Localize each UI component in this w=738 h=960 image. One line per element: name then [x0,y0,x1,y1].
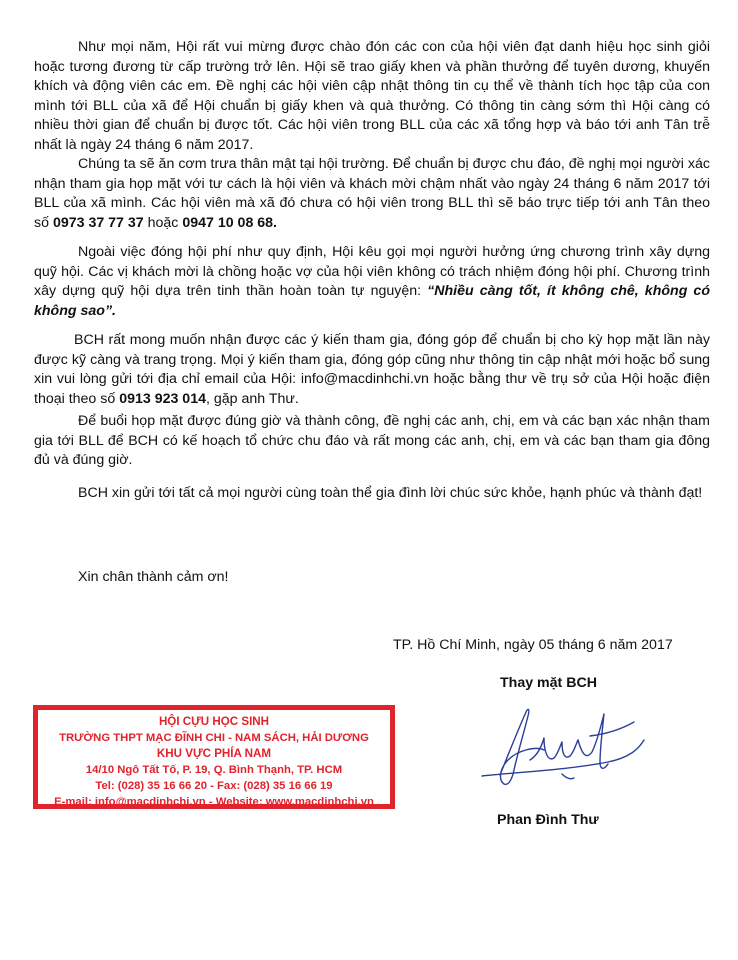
fund-slogan: “Nhiều càng tốt, ít không chê, không có không sao”. [34,283,710,319]
paragraph-feedback [34,331,710,409]
paragraph-lunch-text: Chúng ta sẽ ăn cơm trưa thân mật tại hội trường. Để chuẩn bị được chu đáo, đề nghị mọi người xác nhận tham gia họp mặt với tư cách là hội viên và khách mời chậm nhất vào ngày 24 tháng 6 năm 2017 tới BLL của xã mình. Các hội viên mà xã đó chưa có hội viên trong BLL thì sẽ báo trực tiếp tới anh Tân theo số [34,156,710,231]
paragraph-feedback-tail: , gặp anh Thư. [205,390,299,407]
stamp-line-3: KHU VỰC PHÍA NAM [156,747,272,760]
date-line: TP. Hồ Chí Minh, ngày 05 tháng 6 năm 2017 [393,637,673,653]
paragraph-awards: Như mọi năm, Hội rất vui mừng được chào đón các con của hội viên đạt danh hiệu học sinh giỏi hoặc tương đương từ cấp trường trở lên. Hội sẽ trao giấy khen và phần thưởng để tuyên dương, khuyến khích và động viên các em. Đề nghị các hội viên cập nhật thông tin cụ thể về thành tích học tập của con mình tới BLL của xã để Hội chuẩn bị giấy khen và quà thưởng. Có thông tin càng sớm thì Hội càng có nhiều thời gian để chuẩn bị được tốt. Các hội viên trong BLL của các xã tổng hợp và báo tới anh Tân trễ nhất là ngày 24 tháng 6 năm 2017. [34,39,710,153]
stamp-email: E-mail: info@macdinhchi.vn - Website: www.macdinhchi.vn [54,796,374,808]
stamp-address: 14/10 Ngô Tất Tố, P. 19, Q. Bình Thạnh, TP. HCM [85,764,343,776]
paragraph-wishes: BCH xin gửi tới tất cả mọi người cùng toàn thể gia đình lời chúc sức khỏe, hạnh phúc và thành đạt! [78,485,703,501]
or-text: hoặc [143,214,183,231]
phone-number-1: 0973 37 77 37 [52,214,144,231]
on-behalf-label: Thay mặt BCH [500,675,597,691]
paragraph-lunch [34,155,710,233]
paragraph-feedback-text: BCH rất mong muốn nhận được các ý kiến tham gia, đóng góp để chuẩn bị cho kỳ họp mặt lần này được kỹ càng và trang trọng. Mọi ý kiến tham gia, đóng góp cũng như thông tin cập nhật mới hoặc bổ sung xin vui lòng gửi tới địa chỉ email của Hội: info@macdinhchi.vn hoặc bằng thư về trụ sở của Hội hoặc điện thoại theo số [34,332,710,407]
paragraph-fund-text: Ngoài việc đóng hội phí như quy định, Hội kêu gọi mọi người hưởng ứng chương trình xây dựng quỹ hội. Các vị khách mời là chồng hoặc vợ của hội viên không có trách nhiệm đóng hội phí. Chương trình xây dựng quỹ hội dựa trên tinh thần hoàn toàn tự nguyện: [34,244,710,299]
closing-thanks: Xin chân thành cảm ơn! [78,569,229,585]
stamp-line-1: HỘI CỰU HỌC SINH [158,715,270,728]
phone-number-2: 0947 10 08 68. [182,214,277,231]
stamp-line-2: TRƯỜNG THPT MẠC ĐĨNH CHI - NAM SÁCH, HẢI DƯƠNG [59,732,369,744]
stamp-phone: Tel: (028) 35 16 66 20 - Fax: (028) 35 16 66 19 [95,780,333,792]
signature-icon [478,700,648,795]
signer-name: Phan Đình Thư [497,812,599,828]
paragraph-fund [34,243,710,321]
association-stamp [33,705,395,809]
paragraph-confirm: Để buổi họp mặt được đúng giờ và thành công, đề nghị các anh, chị, em và các bạn xác nhận tham gia tới BLL để BCH có kế hoạch tổ chức chu đáo và rất mong các anh, chị, em và các bạn tham gia đông đủ và đúng giờ. [34,413,710,468]
contact-phone: 0913 923 014 [119,390,206,407]
